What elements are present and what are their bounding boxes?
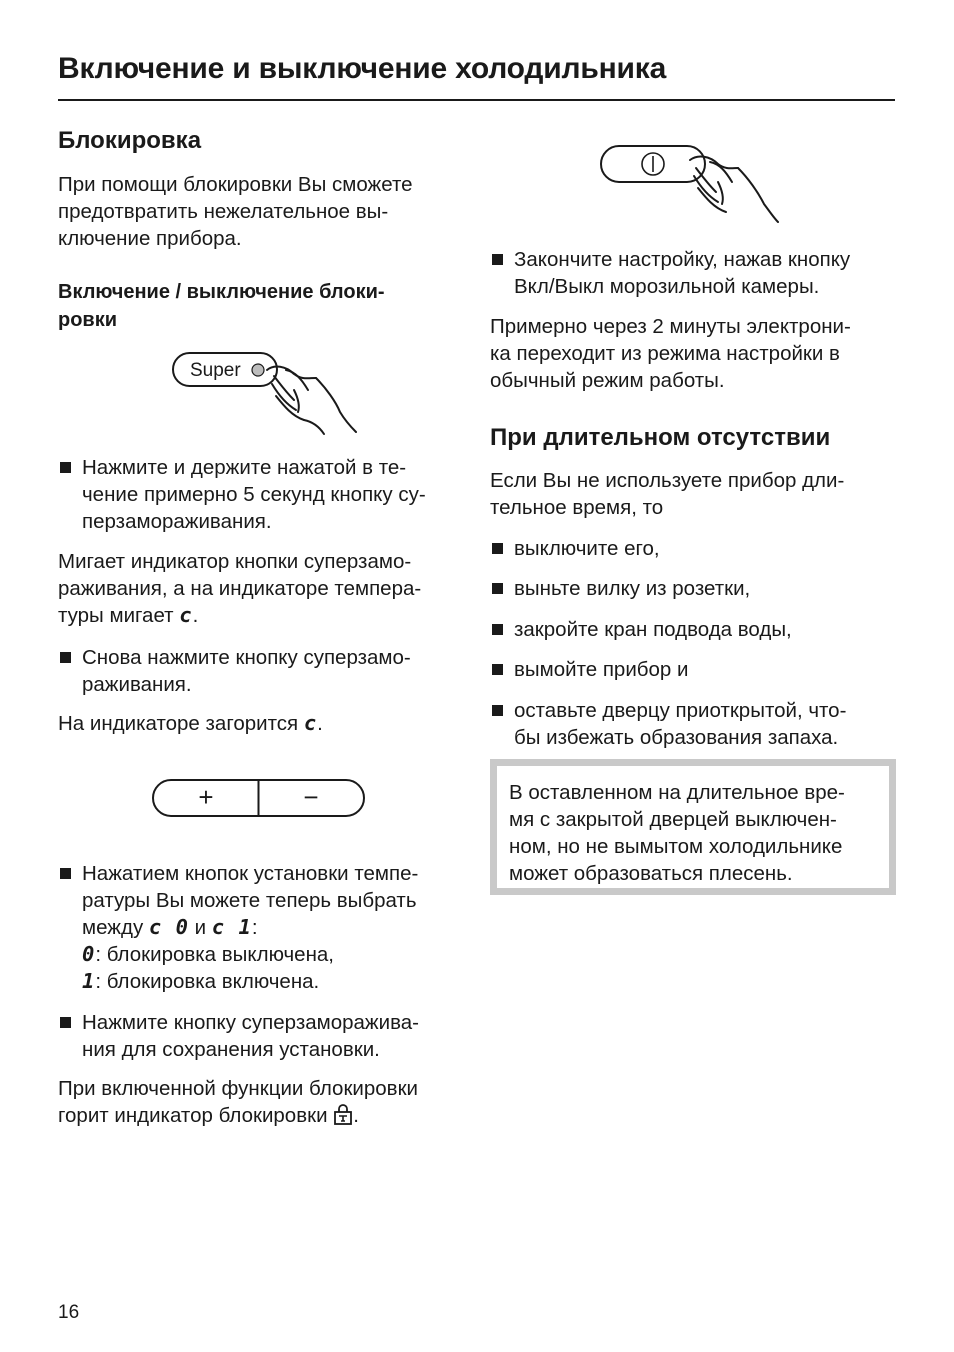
absence-step [490,616,914,643]
text-line: горит индикатор блокировки . [58,1104,359,1127]
lcd-symbol: c [303,711,318,735]
after-setup-paragraph [490,313,900,394]
text-line: ка переходит из режима настройки в [490,342,840,365]
text-line: ния для сохранения установки. [82,1038,380,1061]
section-heading-absence: При длительном отсутствии [490,424,831,451]
absence-step [490,535,914,562]
lcd-symbol: c 0 [148,915,189,939]
super-button-label: Super [190,360,241,381]
minus-button-label: − [303,782,319,812]
lock-intro [58,171,468,252]
lock-subheading [58,278,385,334]
text-line: В оставленном на длительное вре- [509,781,845,804]
text-line: На индикаторе загорится [58,712,299,735]
text-line: ключение прибора. [58,227,242,250]
text-line: раживания. [82,673,192,696]
absence-step [490,656,914,683]
text-line: раживания, а на индикаторе темпера- [58,577,422,600]
text-line: Закончите настройку, нажав кнопку [514,248,851,271]
text-line: вымойте прибор и [514,658,689,681]
text-line: Нажатием кнопок установки темпе- [82,862,419,885]
lock-indicator-paragraph [58,1075,468,1129]
text-line: туры мигает c. [58,603,199,627]
step-save-setting [58,1009,482,1063]
text-line: : блокировка выключена, [95,943,334,966]
section-heading-lock: Блокировка [58,127,202,154]
text-line: Если Вы не используете прибор дли- [490,469,845,492]
absence-intro [490,467,900,521]
plus-button-label: + [198,782,214,812]
text-line: При помощи блокировки Вы сможете [58,173,413,196]
text-line: выньте вилку из розетки, [514,577,751,600]
absence-step [490,697,914,751]
step-hold-super [58,454,482,535]
super-indicator-icon [252,364,264,376]
page-title: Включение и выключение холодильника [58,52,667,85]
step-finish-setup [490,246,924,300]
text-line: закройте кран подвода воды, [514,618,792,641]
blink-paragraph [58,548,468,629]
text-line: ровки [58,309,118,331]
page-number: 16 [58,1302,80,1323]
text-line: оставьте дверцу приоткрытой, что- [514,699,847,722]
lcd-symbol: 0 [82,942,96,966]
text-line: обычный режим работы. [490,369,725,392]
lock-icon [333,1103,353,1125]
text-line [82,968,482,995]
text-line: тельное время, то [490,496,664,519]
text-line: чение примерно 5 секунд кнопку су- [82,483,426,506]
step-press-super-again [58,644,482,698]
text-line [82,941,482,968]
text-line: может образоваться плесень. [509,862,793,885]
mold-warning-note [490,759,896,895]
lcd-symbol: c 1 [211,915,252,939]
text-line: Снова нажмите кнопку суперзамо- [82,646,411,669]
text-line: выключите его, [514,537,660,560]
text-line: Включение / выключение блоки- [58,281,385,303]
text-line: ратуры Вы можете теперь выбрать [82,889,417,912]
plus-minus-buttons [150,776,370,822]
text-line: горит индикатор блокировки [58,1104,328,1127]
text-line: Примерно через 2 минуты электрони- [490,315,851,338]
text-line: ном, но не вымытом холодильнике [509,835,843,858]
text-line: мя с закрытой дверцей выключен- [509,808,837,831]
lights-paragraph: На индикаторе загорится c. [58,711,323,735]
text-line: и [194,916,207,939]
title-rule [58,99,895,101]
text-line: Нажмите кнопку суперзаморажива- [82,1011,419,1034]
absence-step [490,575,914,602]
text-line: между [82,916,144,939]
power-button-illustration [598,142,783,226]
text-line: предотвратить нежелательное вы- [58,200,389,223]
text-line: Нажмите и держите нажатой в те- [82,456,407,479]
lcd-symbol: c [179,603,193,627]
text-line: бы избежать образования запаха. [514,726,839,749]
text-line: Мигает индикатор кнопки суперзамо- [58,550,412,573]
text-line: При включенной функции блокировки [58,1077,418,1100]
super-button-illustration [168,348,363,438]
text-line: Вкл/Выкл морозильной камеры. [514,275,820,298]
pressing-hand-icon [267,367,356,434]
text-line: перзамораживания. [82,510,272,533]
text-line: между c 0 и c 1: [82,915,258,939]
step-choose-lock [58,860,482,995]
text-line: туры мигает [58,604,174,627]
text-line: : блокировка включена. [95,970,320,993]
lcd-symbol: 1 [82,969,96,993]
